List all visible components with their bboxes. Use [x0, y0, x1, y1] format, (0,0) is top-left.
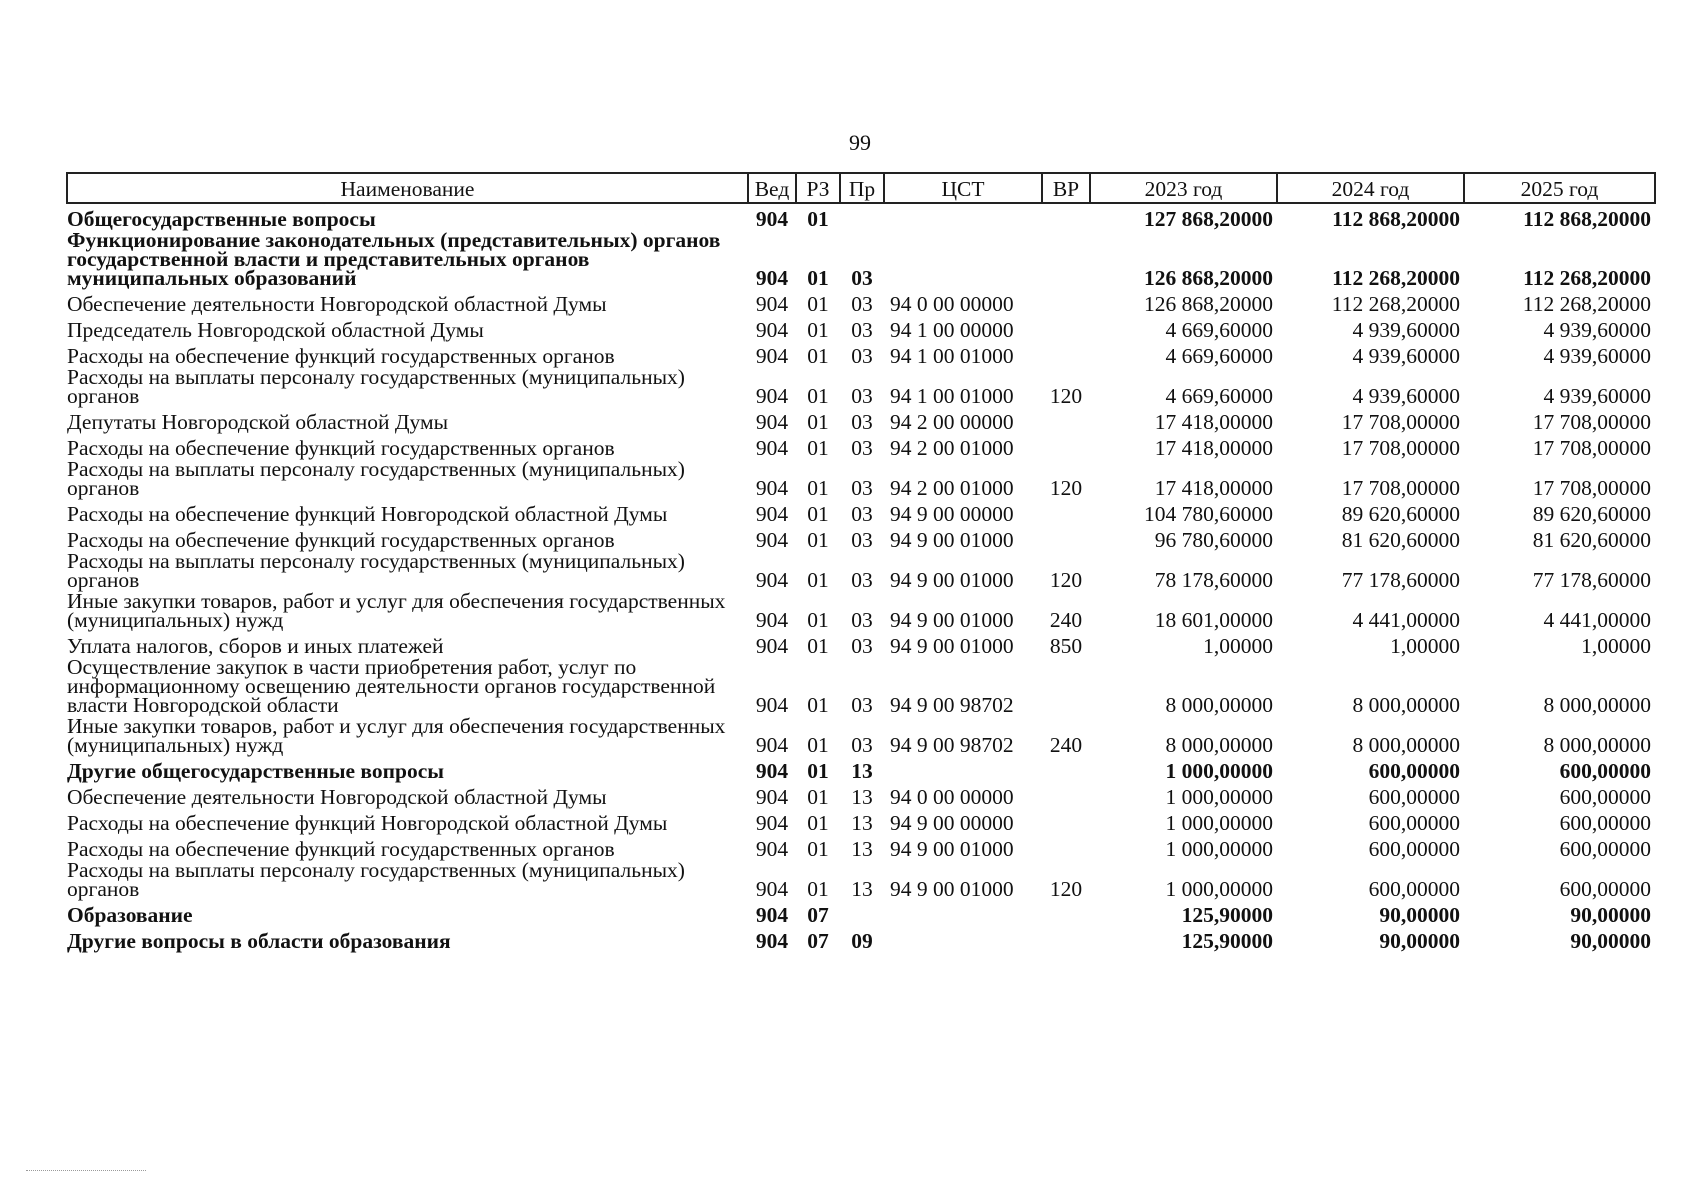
row-2023: 17 418,00000 [1154, 410, 1273, 434]
row-vr: 120 [1049, 568, 1083, 592]
row-vr [1042, 657, 1090, 716]
row-2023: 8 000,00000 [1165, 693, 1273, 717]
row-vr [1042, 341, 1090, 367]
row-ved: 904 [755, 502, 789, 526]
row-name: Расходы на обеспечение функций Новгородской областной Думы [67, 502, 668, 526]
row-pr: 09 [851, 929, 873, 953]
table-row [67, 926, 1655, 952]
row-2023: 125,90000 [1181, 929, 1273, 953]
row-2024: 90,00000 [1379, 903, 1460, 927]
row-2025: 8 000,00000 [1543, 733, 1651, 757]
row-name: Обеспечение деятельности Новгородской областной Думы [67, 785, 607, 809]
row-2024: 17 708,00000 [1341, 476, 1460, 500]
row-vr [1042, 433, 1090, 459]
row-ved: 904 [755, 207, 789, 231]
row-ved: 904 [755, 785, 789, 809]
row-2025: 17 708,00000 [1532, 410, 1651, 434]
row-cst: 94 9 00 01000 [890, 608, 1014, 632]
row-pr: 13 [851, 759, 873, 783]
row-ved: 904 [755, 929, 789, 953]
row-2025: 1,00000 [1581, 634, 1651, 658]
row-2025: 112 868,20000 [1523, 207, 1651, 231]
row-2025: 4 939,60000 [1543, 318, 1651, 342]
row-vr [1042, 900, 1090, 926]
row-pr: 03 [851, 733, 873, 757]
table-row [67, 459, 1655, 499]
row-rz: 01 [807, 266, 829, 290]
header-name: Наименование [67, 173, 748, 203]
row-2025: 17 708,00000 [1532, 436, 1651, 460]
row-ved: 904 [755, 608, 789, 632]
table-row [67, 315, 1655, 341]
row-2023: 78 178,60000 [1154, 568, 1273, 592]
row-pr [840, 203, 884, 230]
row-2023: 96 780,60000 [1154, 528, 1273, 552]
row-2024: 600,00000 [1368, 811, 1460, 835]
table-row [67, 407, 1655, 433]
row-ved: 904 [755, 318, 789, 342]
row-2023: 125,90000 [1181, 903, 1273, 927]
row-cst [884, 230, 1042, 289]
row-ved: 904 [755, 384, 789, 408]
row-cst: 94 9 00 00000 [890, 811, 1014, 835]
table-row [67, 631, 1655, 657]
row-rz: 01 [807, 292, 829, 316]
row-cst: 94 9 00 01000 [890, 877, 1014, 901]
table-row [67, 808, 1655, 834]
row-pr: 03 [851, 292, 873, 316]
table-row [67, 289, 1655, 315]
table-row [67, 860, 1655, 900]
row-ved: 904 [755, 733, 789, 757]
row-2024: 81 620,60000 [1341, 528, 1460, 552]
row-vr [1042, 230, 1090, 289]
row-cst [884, 203, 1042, 230]
row-2023: 126 868,20000 [1144, 266, 1273, 290]
row-name: Расходы на обеспечение функций государственных органов [67, 528, 615, 552]
row-2025: 81 620,60000 [1532, 528, 1651, 552]
row-pr: 03 [851, 384, 873, 408]
row-name: Образование [67, 903, 193, 927]
row-2024: 112 268,20000 [1331, 292, 1460, 316]
row-rz: 01 [807, 759, 829, 783]
row-ved: 904 [755, 837, 789, 861]
row-ved: 904 [755, 436, 789, 460]
header-rz: РЗ [796, 173, 840, 203]
row-vr: 240 [1049, 733, 1083, 757]
table-row [67, 433, 1655, 459]
table-row [67, 525, 1655, 551]
table-row [67, 341, 1655, 367]
row-ved: 904 [755, 568, 789, 592]
row-pr: 03 [851, 693, 873, 717]
row-vr [1042, 407, 1090, 433]
row-2024: 77 178,60000 [1341, 568, 1460, 592]
row-pr: 13 [851, 811, 873, 835]
row-vr [1042, 499, 1090, 525]
row-rz: 01 [807, 344, 829, 368]
row-rz: 01 [807, 568, 829, 592]
row-cst [884, 900, 1042, 926]
row-cst: 94 1 00 01000 [890, 344, 1014, 368]
row-ved: 904 [755, 266, 789, 290]
row-2025: 112 268,20000 [1522, 292, 1651, 316]
row-pr: 03 [851, 318, 873, 342]
header-2023: 2023 год [1090, 173, 1277, 203]
row-cst: 94 9 00 98702 [890, 693, 1014, 717]
table-row [67, 834, 1655, 860]
table-row [67, 756, 1655, 782]
row-pr: 03 [851, 608, 873, 632]
row-2023: 1,00000 [1203, 634, 1273, 658]
row-ved: 904 [755, 903, 789, 927]
row-cst: 94 9 00 98702 [890, 733, 1014, 757]
row-2024: 4 939,60000 [1352, 344, 1460, 368]
row-pr: 13 [851, 877, 873, 901]
row-2024: 17 708,00000 [1341, 436, 1460, 460]
row-cst: 94 9 00 00000 [890, 502, 1014, 526]
table-row [67, 551, 1655, 591]
row-rz: 01 [807, 207, 829, 231]
row-2023: 4 669,60000 [1165, 344, 1273, 368]
row-2024: 17 708,00000 [1341, 410, 1460, 434]
row-cst: 94 1 00 00000 [890, 318, 1014, 342]
row-pr: 03 [851, 410, 873, 434]
row-name: Расходы на выплаты персоналу государственных (муниципальных) органов [67, 457, 685, 500]
table-row [67, 900, 1655, 926]
row-ved: 904 [755, 877, 789, 901]
row-ved: 904 [755, 344, 789, 368]
row-2025: 600,00000 [1559, 877, 1651, 901]
row-pr: 03 [851, 634, 873, 658]
header-cst: ЦСТ [884, 173, 1042, 203]
row-2023: 1 000,00000 [1165, 837, 1273, 861]
row-rz: 01 [807, 410, 829, 434]
row-2024: 600,00000 [1368, 877, 1460, 901]
table-row [67, 782, 1655, 808]
row-rz: 01 [807, 785, 829, 809]
row-2024: 89 620,60000 [1341, 502, 1460, 526]
row-name: Расходы на обеспечение функций государственных органов [67, 837, 615, 861]
row-2023: 1 000,00000 [1165, 811, 1273, 835]
row-name: Уплата налогов, сборов и иных платежей [67, 634, 444, 658]
row-cst: 94 1 00 01000 [890, 384, 1014, 408]
row-2025: 77 178,60000 [1532, 568, 1651, 592]
row-vr [1042, 203, 1090, 230]
row-2024: 600,00000 [1368, 759, 1460, 783]
row-2023: 8 000,00000 [1165, 733, 1273, 757]
row-pr: 03 [851, 568, 873, 592]
row-vr: 240 [1049, 608, 1083, 632]
row-name: Расходы на выплаты персоналу государственных (муниципальных) органов [67, 365, 685, 408]
row-rz: 01 [807, 811, 829, 835]
row-2024: 8 000,00000 [1352, 733, 1460, 757]
row-vr [1042, 834, 1090, 860]
row-2025: 90,00000 [1570, 903, 1651, 927]
row-name: Расходы на обеспечение функций государственных органов [67, 344, 615, 368]
row-pr: 03 [851, 528, 873, 552]
header-2025: 2025 год [1464, 173, 1655, 203]
row-rz: 01 [807, 837, 829, 861]
row-name: Обеспечение деятельности Новгородской областной Думы [67, 292, 607, 316]
row-2023: 126 868,20000 [1144, 292, 1273, 316]
row-rz: 01 [807, 877, 829, 901]
row-vr [1042, 289, 1090, 315]
row-name: Общегосударственные вопросы [67, 207, 376, 231]
row-ved: 904 [755, 759, 789, 783]
row-cst: 94 0 00 00000 [890, 292, 1014, 316]
budget-table [66, 172, 1656, 952]
row-2023: 4 669,60000 [1165, 384, 1273, 408]
row-rz: 01 [807, 476, 829, 500]
row-rz: 01 [807, 693, 829, 717]
row-name: Иные закупки товаров, работ и услуг для обеспечения государственных (муниципальных) нужд [67, 589, 726, 632]
row-name: Расходы на выплаты персоналу государственных (муниципальных) органов [67, 549, 685, 592]
table-row [67, 230, 1655, 289]
row-2023: 1 000,00000 [1165, 759, 1273, 783]
row-2025: 8 000,00000 [1543, 693, 1651, 717]
row-vr: 850 [1049, 634, 1083, 658]
row-vr [1042, 782, 1090, 808]
row-rz: 01 [807, 608, 829, 632]
row-cst [884, 756, 1042, 782]
row-name: Функционирование законодательных (представительных) органов государственной власти и представительных органов муниципальных образований [67, 228, 721, 290]
row-vr: 120 [1049, 877, 1083, 901]
table-header-row [67, 173, 1655, 203]
row-ved: 904 [755, 693, 789, 717]
row-name: Осуществление закупок в части приобретения работ, услуг по информационному освещению деятельности органов государственной власти Новгородской области [67, 655, 716, 717]
row-2025: 112 268,20000 [1523, 266, 1651, 290]
row-vr: 120 [1049, 476, 1083, 500]
row-2024: 4 939,60000 [1352, 384, 1460, 408]
row-pr [840, 900, 884, 926]
row-cst: 94 2 00 01000 [890, 436, 1014, 460]
row-pr: 03 [851, 436, 873, 460]
row-2023: 1 000,00000 [1165, 877, 1273, 901]
row-rz: 07 [807, 929, 829, 953]
row-name: Расходы на обеспечение функций государственных органов [67, 436, 615, 460]
row-2023: 127 868,20000 [1144, 207, 1273, 231]
row-name: Иные закупки товаров, работ и услуг для обеспечения государственных (муниципальных) нужд [67, 714, 726, 757]
row-2024: 112 868,20000 [1332, 207, 1460, 231]
row-2024: 600,00000 [1368, 785, 1460, 809]
header-2024: 2024 год [1277, 173, 1464, 203]
header-vr: ВР [1042, 173, 1090, 203]
row-2024: 1,00000 [1390, 634, 1460, 658]
row-rz: 01 [807, 528, 829, 552]
row-ved: 904 [755, 634, 789, 658]
row-pr: 03 [851, 344, 873, 368]
row-2024: 4 939,60000 [1352, 318, 1460, 342]
row-name: Расходы на выплаты персоналу государственных (муниципальных) органов [67, 858, 685, 901]
row-rz: 01 [807, 634, 829, 658]
row-ved: 904 [755, 528, 789, 552]
row-rz: 01 [807, 436, 829, 460]
row-ved: 904 [755, 292, 789, 316]
row-rz: 01 [807, 502, 829, 526]
row-vr [1042, 926, 1090, 952]
row-2023: 17 418,00000 [1154, 476, 1273, 500]
table-row [67, 499, 1655, 525]
page-number: 99 [849, 130, 871, 155]
row-2025: 600,00000 [1559, 811, 1651, 835]
row-pr: 13 [851, 837, 873, 861]
row-name: Другие вопросы в области образования [67, 929, 451, 953]
row-vr [1042, 756, 1090, 782]
row-2025: 4 939,60000 [1543, 344, 1651, 368]
row-cst [884, 926, 1042, 952]
row-name: Председатель Новгородской областной Думы [67, 318, 484, 342]
row-2023: 18 601,00000 [1154, 608, 1273, 632]
row-2023: 17 418,00000 [1154, 436, 1273, 460]
row-2025: 17 708,00000 [1532, 476, 1651, 500]
row-2023: 4 669,60000 [1165, 318, 1273, 342]
row-cst: 94 9 00 01000 [890, 568, 1014, 592]
row-2024: 90,00000 [1379, 929, 1460, 953]
row-2024: 8 000,00000 [1352, 693, 1460, 717]
row-2024: 600,00000 [1368, 837, 1460, 861]
table-row [67, 203, 1655, 230]
table-row [67, 591, 1655, 631]
table-row [67, 657, 1655, 716]
row-ved: 904 [755, 476, 789, 500]
row-2025: 4 939,60000 [1543, 384, 1651, 408]
row-2025: 600,00000 [1559, 837, 1651, 861]
row-pr: 03 [851, 502, 873, 526]
row-pr: 03 [851, 476, 873, 500]
row-vr [1042, 525, 1090, 551]
row-cst: 94 2 00 01000 [890, 476, 1014, 500]
row-rz: 01 [807, 733, 829, 757]
row-vr [1042, 315, 1090, 341]
row-vr [1042, 808, 1090, 834]
row-name: Депутаты Новгородской областной Думы [67, 410, 449, 434]
table-row [67, 367, 1655, 407]
row-ved: 904 [755, 811, 789, 835]
row-2025: 89 620,60000 [1532, 502, 1651, 526]
row-2024: 112 268,20000 [1332, 266, 1460, 290]
row-name: Другие общегосударственные вопросы [67, 759, 445, 783]
row-cst: 94 9 00 01000 [890, 528, 1014, 552]
row-rz: 01 [807, 318, 829, 342]
row-2023: 1 000,00000 [1165, 785, 1273, 809]
row-cst: 94 0 00 00000 [890, 785, 1014, 809]
row-2025: 90,00000 [1570, 929, 1651, 953]
header-ved: Вед [748, 173, 796, 203]
row-vr: 120 [1049, 384, 1083, 408]
row-cst: 94 9 00 01000 [890, 837, 1014, 861]
row-pr: 03 [851, 266, 873, 290]
table-row [67, 716, 1655, 756]
row-2025: 4 441,00000 [1543, 608, 1651, 632]
row-2025: 600,00000 [1559, 785, 1651, 809]
row-rz: 01 [807, 384, 829, 408]
header-pr: Пр [840, 173, 884, 203]
scan-artifact-line [26, 1170, 146, 1171]
row-pr: 13 [851, 785, 873, 809]
row-cst: 94 9 00 01000 [890, 634, 1014, 658]
row-name: Расходы на обеспечение функций Новгородской областной Думы [67, 811, 668, 835]
row-2023: 104 780,60000 [1144, 502, 1273, 526]
row-2025: 600,00000 [1559, 759, 1651, 783]
row-cst: 94 2 00 00000 [890, 410, 1014, 434]
row-rz: 07 [807, 903, 829, 927]
row-ved: 904 [755, 410, 789, 434]
row-2024: 4 441,00000 [1352, 608, 1460, 632]
